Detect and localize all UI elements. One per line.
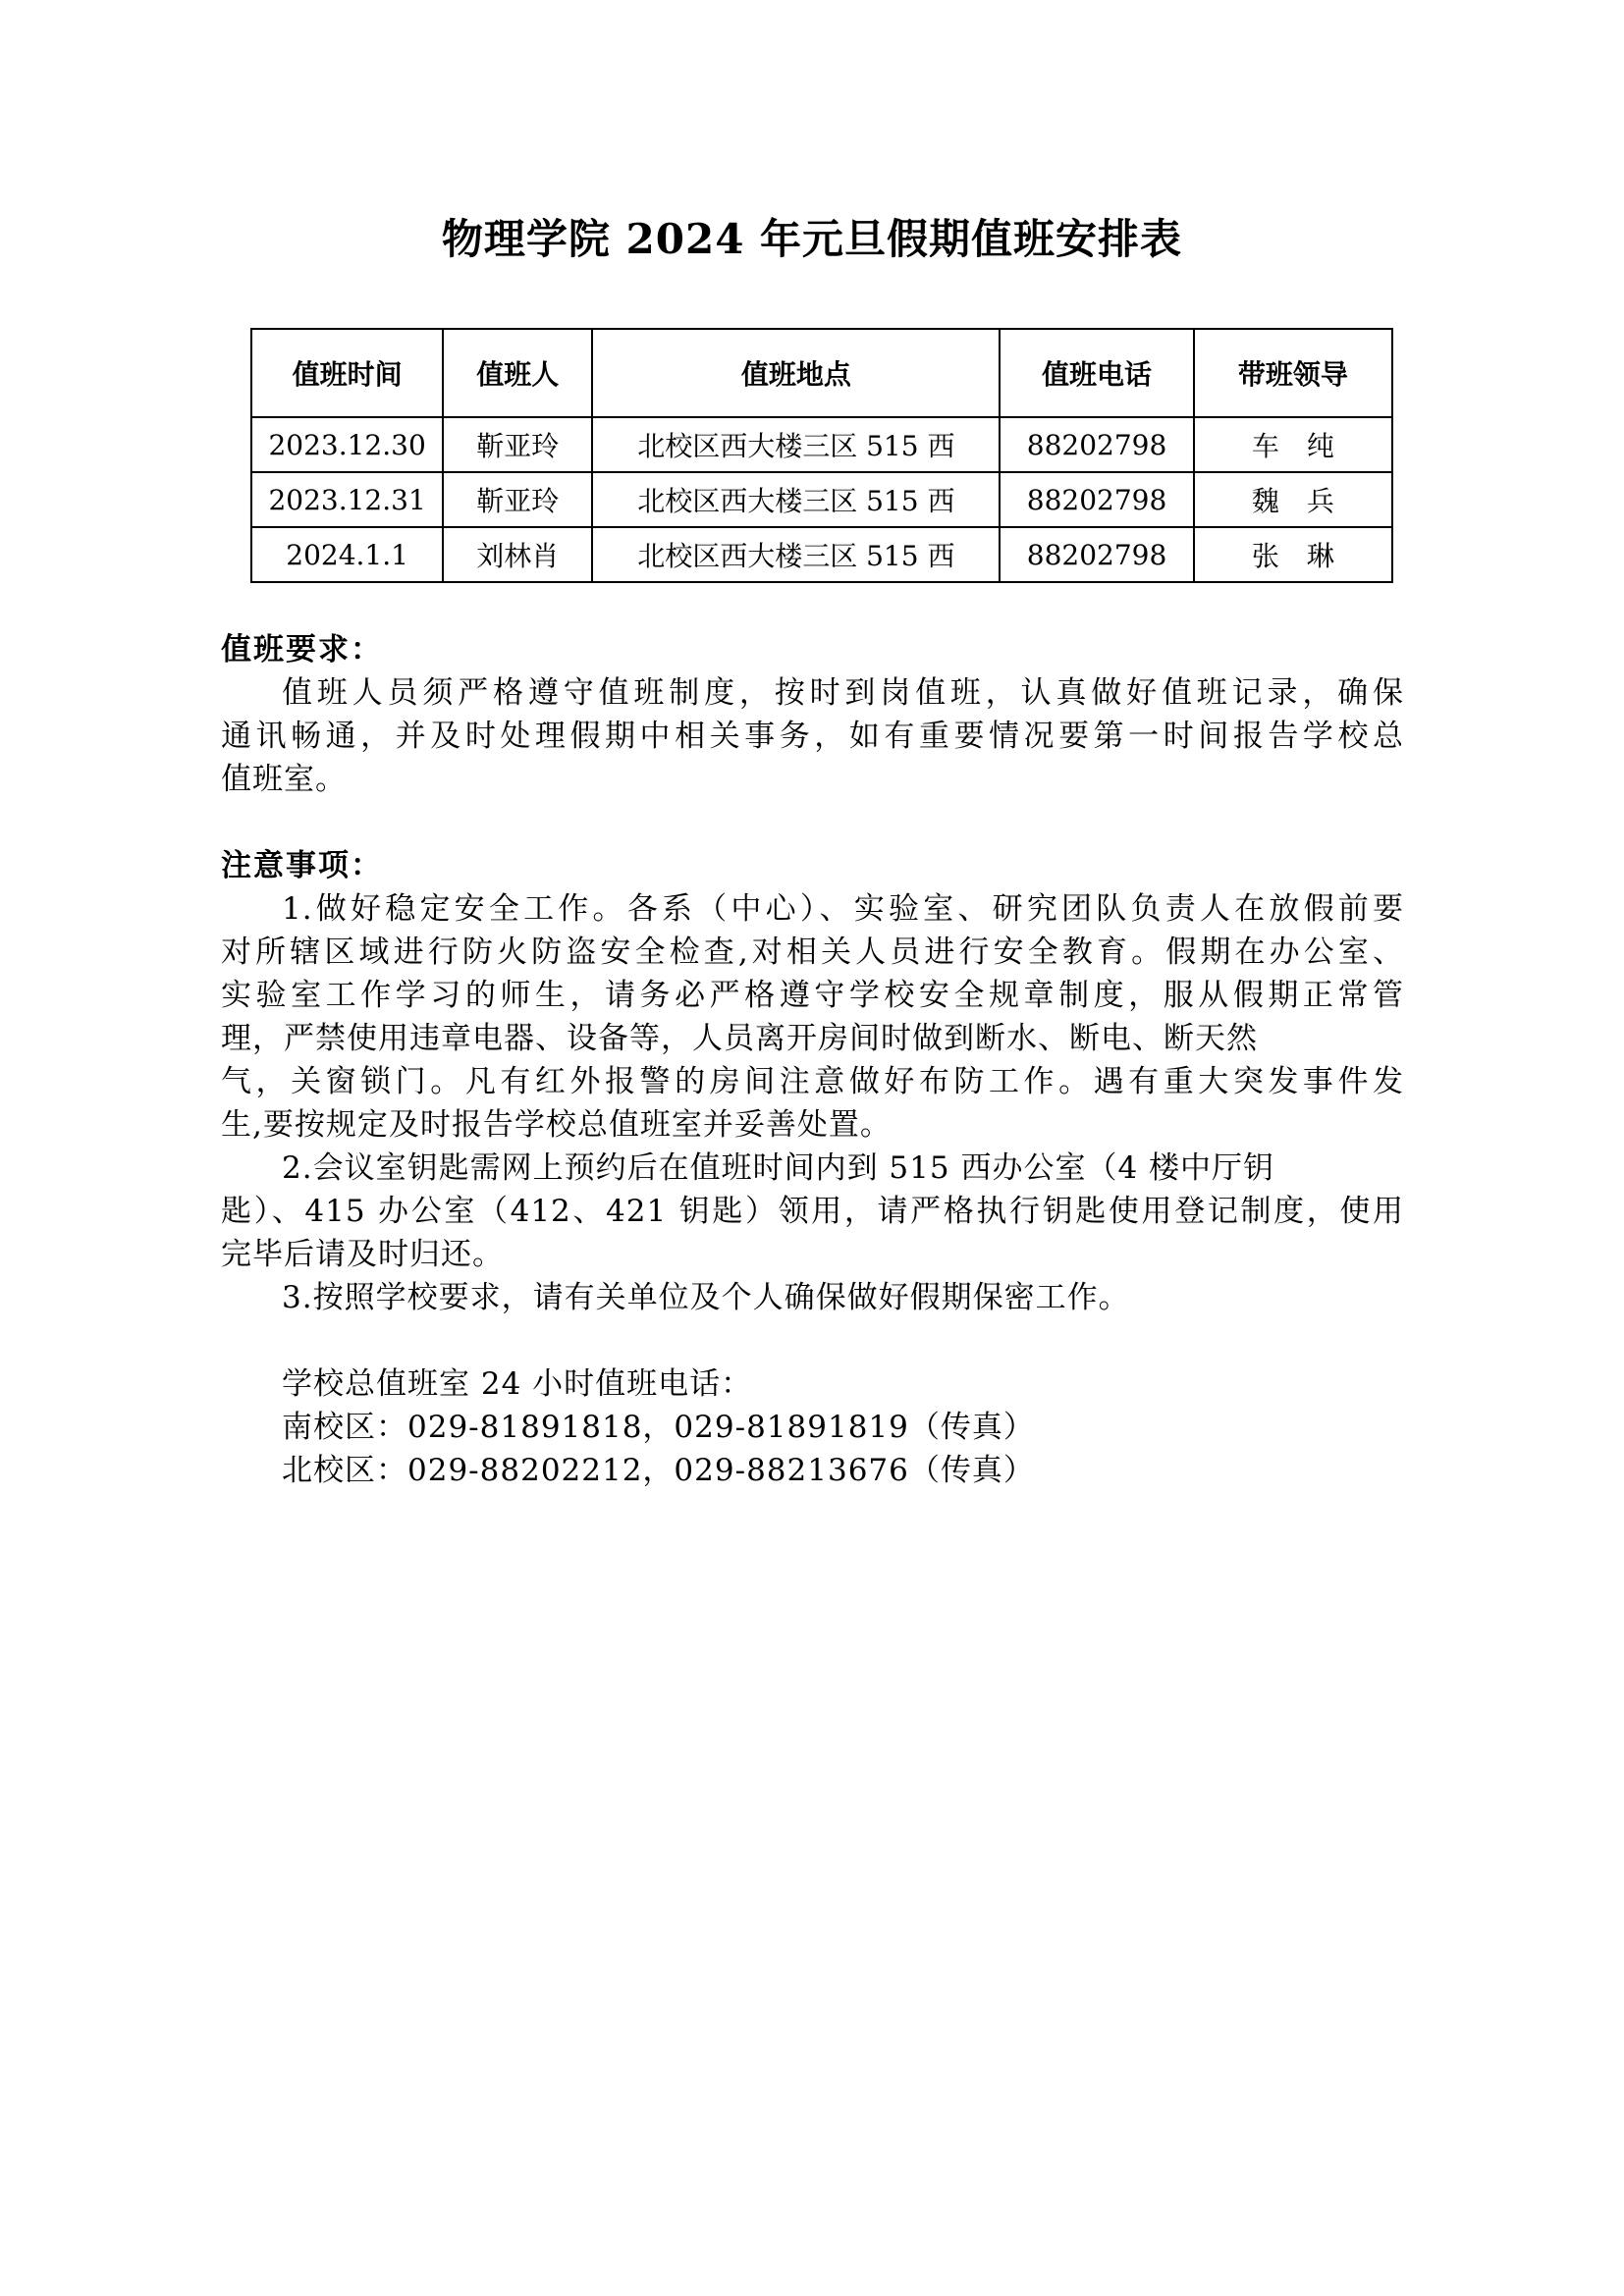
document-title: 物理学院 2024 年元旦假期值班安排表: [441, 215, 1183, 263]
cell-person: 刘林肖: [443, 527, 592, 582]
notes-heading: 注意事项：: [221, 848, 383, 883]
body-line: 1.做好稳定安全工作。各系（中心）、实验室、研究团队负责人在放假前要: [282, 891, 1404, 927]
cell-phone: 88202798: [1000, 472, 1194, 527]
requirements-heading: 值班要求：: [221, 632, 383, 667]
cell-location: 北校区西大楼三区 515 西: [592, 472, 1000, 527]
cell-location: 北校区西大楼三区 515 西: [592, 417, 1000, 472]
body-line: 3.按照学校要求，请有关单位及个人确保做好假期保密工作。: [282, 1280, 1130, 1315]
table-row: [251, 527, 1392, 582]
body-line: 完毕后请及时归还。: [221, 1237, 504, 1272]
cell-leader: 张 琳: [1194, 527, 1392, 582]
header-duty-time: 值班时间: [251, 329, 443, 417]
body-line: 气，关窗锁门。凡有红外报警的房间注意做好布防工作。遇有重大突发事件发: [221, 1064, 1404, 1099]
contact-line: 南校区：029-81891818，029-81891819（传真）: [282, 1410, 1035, 1445]
cell-location: 北校区西大楼三区 515 西: [592, 527, 1000, 582]
cell-phone: 88202798: [1000, 527, 1194, 582]
body-line: 实验室工作学习的师生，请务必严格遵守学校安全规章制度，服从假期正常管: [221, 978, 1404, 1013]
body-line: 理，严禁使用违章电器、设备等，人员离开房间时做到断水、断电、断天然: [221, 1021, 1258, 1056]
body-line: 生,要按规定及时报告学校总值班室并妥善处置。: [221, 1107, 892, 1143]
body-line: 对所辖区域进行防火防盗安全检查,对相关人员进行安全教育。假期在办公室、: [221, 934, 1404, 970]
header-duty-phone: 值班电话: [1000, 329, 1194, 417]
cell-person: 靳亚玲: [443, 417, 592, 472]
contact-line: 学校总值班室 24 小时值班电话：: [282, 1366, 753, 1402]
cell-date: 2023.12.30: [251, 417, 443, 472]
cell-leader: 魏 兵: [1194, 472, 1392, 527]
table-header-row: [251, 329, 1392, 417]
duty-schedule-table: [250, 328, 1393, 583]
cell-date: 2023.12.31: [251, 472, 443, 527]
body-line: 匙）、415 办公室（412、421 钥匙）领用，请严格执行钥匙使用登记制度，使用: [221, 1194, 1404, 1229]
document-body: [221, 628, 1404, 1492]
body-line: 值班人员须严格遵守值班制度，按时到岗值班，认真做好值班记录，确保: [282, 675, 1404, 711]
table-row: [251, 472, 1392, 527]
header-duty-person: 值班人: [443, 329, 592, 417]
cell-leader: 车 纯: [1194, 417, 1392, 472]
body-line: 通讯畅通，并及时处理假期中相关事务，如有重要情况要第一时间报告学校总: [221, 719, 1404, 754]
header-duty-leader: 带班领导: [1194, 329, 1392, 417]
contact-line: 北校区：029-88202212，029-88213676（传真）: [282, 1453, 1035, 1488]
body-line: 2.会议室钥匙需网上预约后在值班时间内到 515 西办公室（4 楼中厅钥: [282, 1150, 1275, 1186]
header-duty-place: 值班地点: [592, 329, 1000, 417]
cell-phone: 88202798: [1000, 417, 1194, 472]
cell-date: 2024.1.1: [251, 527, 443, 582]
section-gap: [221, 1319, 1404, 1362]
cell-person: 靳亚玲: [443, 472, 592, 527]
section-gap: [221, 801, 1404, 844]
table-row: [251, 417, 1392, 472]
body-line: 值班室。: [221, 762, 347, 797]
